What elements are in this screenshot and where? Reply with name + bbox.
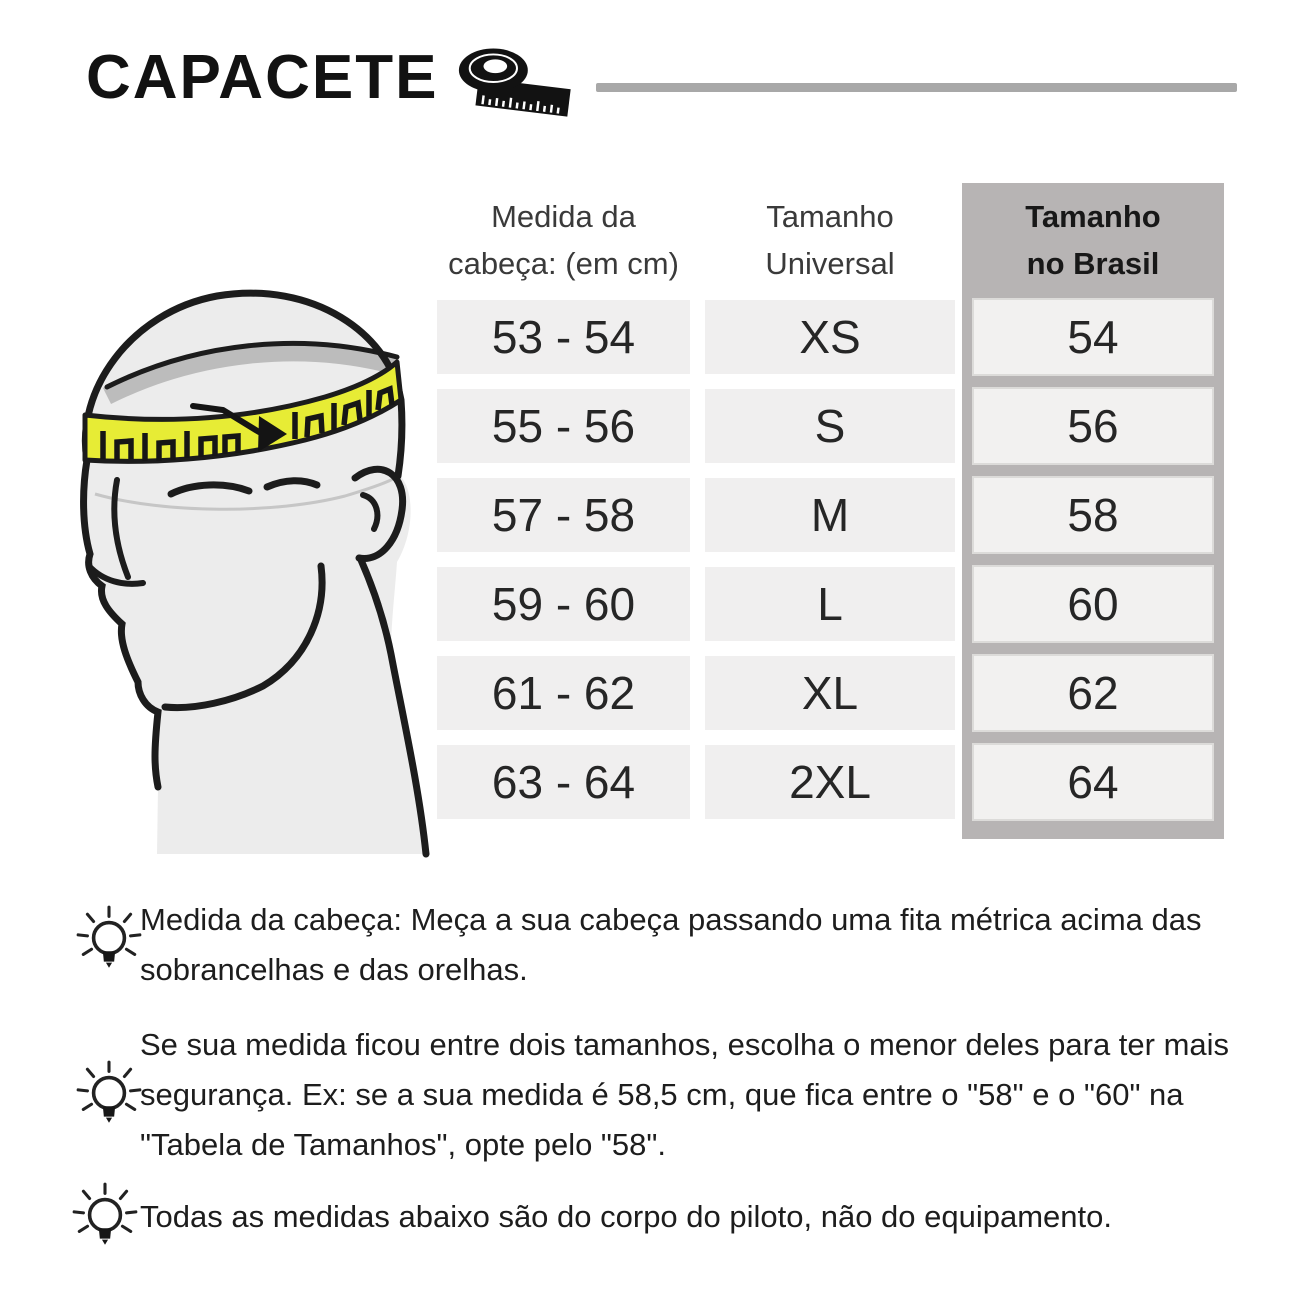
tip-text [140, 1192, 1112, 1242]
title-rule [596, 83, 1237, 92]
tip-text [140, 895, 1201, 995]
lightbulb-icon [72, 1058, 146, 1132]
cell-head-cm: 63 - 64 [437, 745, 690, 819]
lightbulb-icon [68, 1180, 142, 1254]
cell-universal: M [705, 478, 955, 552]
column-header-head-cm [437, 188, 690, 292]
tip-text-line: Todas as medidas abaixo são do corpo do piloto, não do equipamento. [140, 1199, 1113, 1234]
tip-text-line: segurança. Ex: se a sua medida é 58,5 cm, que fica entre o "58" e o "60" na [140, 1077, 1184, 1112]
page-title: CAPACETE [86, 43, 439, 112]
column-header-line: cabeça: (em cm) [448, 246, 679, 281]
column-header-line: no Brasil [1026, 246, 1160, 281]
column-header-line: Medida da [491, 199, 636, 234]
cell-universal: S [705, 389, 955, 463]
tip-text-line: "Tabela de Tamanhos", opte pelo "58". [140, 1127, 667, 1162]
cell-universal: XL [705, 656, 955, 730]
tape-measure-icon [452, 40, 580, 126]
column-header-line: Universal [765, 246, 895, 281]
column-header-universal [705, 188, 955, 292]
cell-head-cm: 59 - 60 [437, 567, 690, 641]
cell-brasil: 60 [972, 565, 1214, 643]
cell-universal: L [705, 567, 955, 641]
tip-text-line: Medida da cabeça: Meça a sua cabeça passando uma fita métrica acima das [140, 902, 1202, 937]
cell-brasil: 56 [972, 387, 1214, 465]
cell-head-cm: 53 - 54 [437, 300, 690, 374]
column-header-line: Tamanho [766, 199, 894, 234]
cell-head-cm: 61 - 62 [437, 656, 690, 730]
lightbulb-icon [72, 903, 146, 977]
tip-text-line: sobrancelhas e das orelhas. [140, 952, 528, 987]
cell-brasil: 64 [972, 743, 1214, 821]
cell-brasil: 54 [972, 298, 1214, 376]
cell-universal: XS [705, 300, 955, 374]
cell-head-cm: 57 - 58 [437, 478, 690, 552]
tip-text [140, 1020, 1229, 1170]
column-header-brasil [962, 188, 1224, 292]
cell-brasil: 58 [972, 476, 1214, 554]
tip-text-line: Se sua medida ficou entre dois tamanhos, escolha o menor deles para ter mais [140, 1027, 1230, 1062]
column-header-line: Tamanho [1025, 199, 1161, 234]
cell-head-cm: 55 - 56 [437, 389, 690, 463]
head-illustration [45, 282, 445, 872]
cell-brasil: 62 [972, 654, 1214, 732]
cell-universal: 2XL [705, 745, 955, 819]
